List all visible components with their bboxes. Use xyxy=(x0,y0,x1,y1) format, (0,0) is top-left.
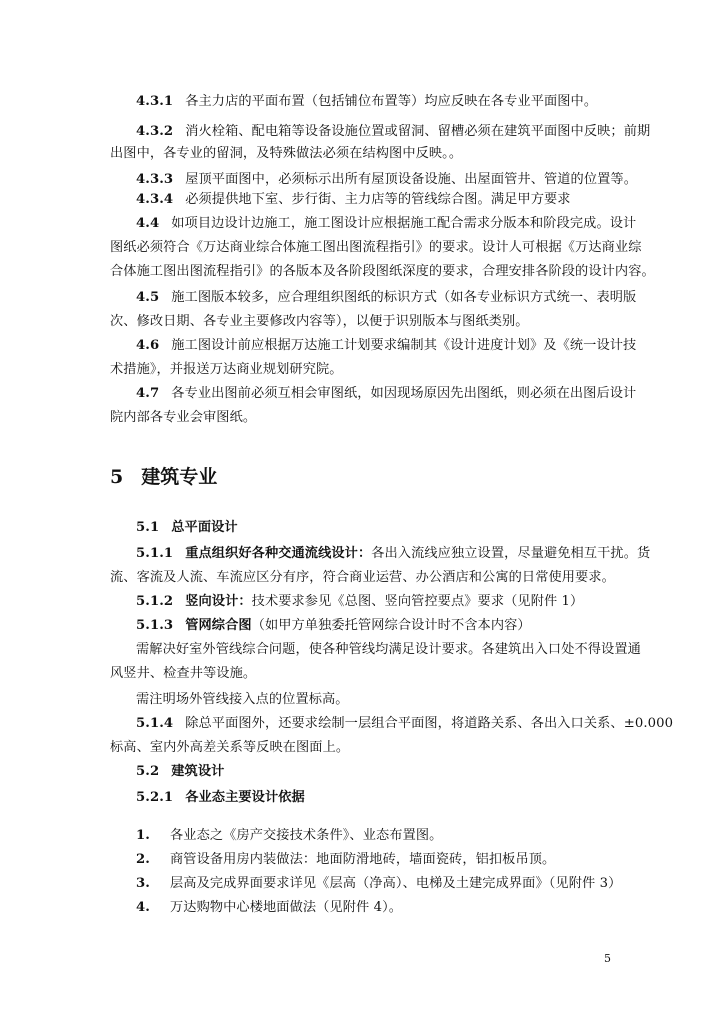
para-5-1-1: 5.1.1 重点组织好各种交通流线设计：各出入流线应独立设置，尽量避免相互干扰。货 xyxy=(136,546,651,561)
para-4-4: 4.4 如项目边设计边施工，施工图设计应根据施工配合需求分版本和阶段完成。设计 xyxy=(136,216,637,231)
para-4-3-2: 4.3.2 消火栓箱、配电箱等设备设施位置或留洞、留槽必须在建筑平面图中反映；前期 xyxy=(136,124,651,139)
para-5-1-3-body: 需解决好室外管线综合问题，使各种管线均满足设计要求。各建筑出入口处不得设置通 xyxy=(136,642,641,657)
para-4-3-2-cont: 出图中，各专业的留洞，及特殊做法必须在结构图中反映。。 xyxy=(110,146,463,161)
list-item: 1. 各业态之《房产交接技术条件》、业态布置图。 xyxy=(136,828,443,843)
para-4-5: 4.5 施工图版本较多，应合理组织图纸的标识方式（如各专业标识方式统一、表明版 xyxy=(136,290,637,305)
heading-5-1: 5.1 总平面设计 xyxy=(136,520,238,535)
para-5-1-3: 5.1.3 管网综合图（如甲方单独委托管网综合设计时不含本内容） xyxy=(136,618,531,633)
list-item: 4. 万达购物中心楼地面做法（见附件 4）。 xyxy=(136,900,403,915)
para-5-1-4: 5.1.4 除总平面图外，还要求绘制一层组合平面图，将道路关系、各出入口关系、±0.000 xyxy=(136,716,674,731)
heading-5-2: 5.2 建筑设计 xyxy=(136,764,225,779)
heading-5-2-1: 5.2.1 各业态主要设计依据 xyxy=(136,790,305,805)
para-5-1-2: 5.1.2 竖向设计：技术要求参见《总图、竖向管控要点》要求（见附件 1） xyxy=(136,594,584,609)
para-4-6: 4.6 施工图设计前应根据万达施工计划要求编制其《设计进度计划》及《统一设计技 xyxy=(136,338,637,353)
para-4-7: 4.7 各专业出图前必须互相会审图纸，如因现场原因先出图纸，则必须在出图后设计 xyxy=(136,386,637,401)
para-4-3-1: 4.3.1 各主力店的平面布置（包括铺位布置等）均应反映在各专业平面图中。 xyxy=(136,94,598,109)
para-4-4-cont-2: 合体施工图出图流程指引》的各版本及各阶段图纸深度的要求，合理安排各阶段的设计内容。 xyxy=(110,264,655,279)
section-5-heading: 5 建筑专业 xyxy=(110,466,218,488)
para-4-7-cont: 院内部各专业会审图纸。 xyxy=(110,410,257,425)
para-4-3-3: 4.3.3 屋顶平面图中，必须标示出所有屋顶设备设施、出屋面管井、管道的位置等。 xyxy=(136,172,637,187)
para-4-6-cont: 术措施》，并报送万达商业规划研究院。 xyxy=(110,362,343,377)
para-4-5-cont: 次、修改日期、各专业主要修改内容等），以便于识别版本与图纸类别。 xyxy=(110,314,529,329)
list-item: 2. 商管设备用房内装做法：地面防滑地砖，墙面瓷砖，铝扣板吊顶。 xyxy=(136,852,556,867)
para-5-1-4-cont: 标高、室内外高差关系等反映在图面上。 xyxy=(110,740,350,755)
list-item: 3. 层高及完成界面要求详见《层高（净高）、电梯及土建完成界面》（见附件 3） xyxy=(136,876,622,891)
para-4-3-4: 4.3.4 必须提供地下室、步行街、主力店等的管线综合图。满足甲方要求 xyxy=(136,192,571,207)
para-5-1-1-cont: 流、客流及人流、车流应区分有序，符合商业运营、办公酒店和公寓的日常使用要求。 xyxy=(110,570,615,585)
para-5-1-3-note: 需注明场外管线接入点的位置标高。 xyxy=(136,692,349,707)
para-5-1-3-body-cont: 风竖井、检查井等设施。 xyxy=(110,666,257,681)
para-4-4-cont-1: 图纸必须符合《万达商业综合体施工图出图流程指引》的要求。设计人可根据《万达商业综 xyxy=(110,240,642,255)
page-number: 5 xyxy=(604,952,611,965)
